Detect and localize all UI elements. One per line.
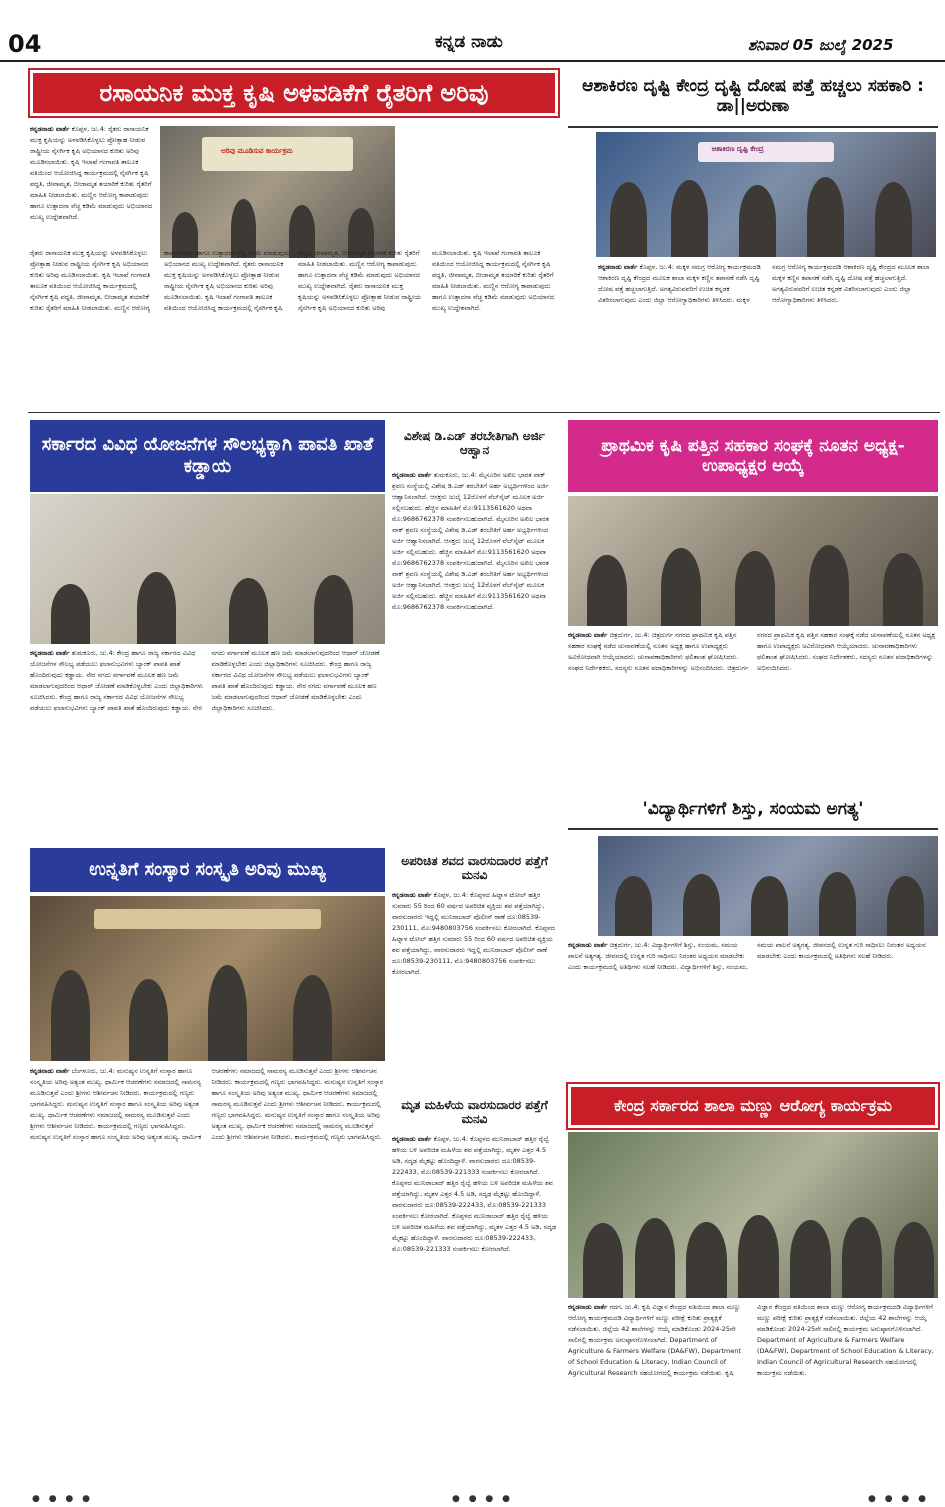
headline-school-soil-health: ಕೇಂದ್ರ ಸರ್ಕಾರದ ಶಾಲಾ ಮಣ್ಣು ಆರೋಗ್ಯ ಕಾರ್ಯಕ್ರಮ	[568, 1084, 938, 1128]
issue-date: ಶನಿವಾರ 05 ಜುಲೈ 2025	[748, 36, 894, 54]
article-student-discipline-body: ಕನ್ನಡನಾಡು ವಾರ್ತೆ ಚಿತ್ರದುರ್ಗ, ಜು.4: ವಿದ್ಯಾರ್ಥಿಗಳಿಗೆ ಶಿಸ್ತು, ಸಂಯಮ, ಸಮಯ ಪಾಲನೆ ಅತ್ಯಗತ್ಯ. ಜೀವನದಲ್ಲಿ ಉನ್ನತ ಗುರಿ ಸಾಧಿಸಲು ನಿರಂತರ ಅಧ್ಯಯನ ಮಾಡಬೇಕು ಎಂದು ಕಾರ್ಯಕ್ರಮದಲ್ಲಿ ಅತಿಥಿಗಳು ಸಲಹೆ ನೀಡಿದರು. ವಿದ್ಯಾರ್ಥಿಗಳಿಗೆ ಶಿಸ್ತು, ಸಂಯಮ, ಸಮಯ ಪಾಲನೆ ಅತ್ಯಗತ್ಯ. ಜೀವನದಲ್ಲಿ ಉನ್ನತ ಗುರಿ ಸಾಧಿಸಲು ನಿರಂತರ ಅಧ್ಯಯನ ಮಾಡಬೇಕು ಎಂದು ಕಾರ್ಯಕ್ರಮದಲ್ಲಿ ಅತಿಥಿಗಳು ಸಲಹೆ ನೀಡಿದರು.	[568, 941, 926, 971]
page-number: 04	[8, 30, 42, 58]
discipline-event-photo	[598, 836, 938, 936]
article-ashakirana-body: ಕನ್ನಡನಾಡು ವಾರ್ತೆ ಕೊಪ್ಪಳ, ಜು.4: ಮಕ್ಕಳ ಸಮಗ್ರ ಆರೋಗ್ಯ ಕಾರ್ಯಕ್ರಮದಡಿ ಆಶಾಕಿರಣ ದೃಷ್ಟಿ ಕೇಂದ್ರದ ಮೂಲಕ ಶಾಲಾ ಮಕ್ಕಳ ಕಣ್ಣಿನ ತಪಾಸಣೆ ನಡೆಸಿ ದೃಷ್ಟಿ ದೋಷ ಪತ್ತೆ ಹಚ್ಚಲಾಗುತ್ತಿದೆ. ಅಗತ್ಯವಿರುವವರಿಗೆ ಉಚಿತ ಕನ್ನಡಕ ವಿತರಿಸಲಾಗುವುದು ಎಂದು ಜಿಲ್ಲಾ ಆರೋಗ್ಯಾಧಿಕಾರಿಗಳು ತಿಳಿಸಿದರು. ಮಕ್ಕಳ ಸಮಗ್ರ ಆರೋಗ್ಯ ಕಾರ್ಯಕ್ರಮದಡಿ ಆಶಾಕಿರಣ ದೃಷ್ಟಿ ಕೇಂದ್ರದ ಮೂಲಕ ಶಾಲಾ ಮಕ್ಕಳ ಕಣ್ಣಿನ ತಪಾಸಣೆ ನಡೆಸಿ ದೃಷ್ಟಿ ದೋಷ ಪತ್ತೆ ಹಚ್ಚಲಾಗುತ್ತಿದೆ. ಅಗತ್ಯವಿರುವವರಿಗೆ ಉಚಿತ ಕನ್ನಡಕ ವಿತರಿಸಲಾಗುವುದು ಎಂದು ಜಿಲ್ಲಾ ಆರೋಗ್ಯಾಧಿಕಾರಿಗಳು ತಿಳಿಸಿದರು.	[598, 263, 930, 304]
headline-unidentified-body: ಅಪರಿಚಿತ ಶವದ ವಾರಸುದಾರರ ಪತ್ತೆಗೆ ಮನವಿ	[401, 853, 548, 882]
culture-event-photo	[30, 896, 385, 1061]
print-marks-right: ● ● ● ●	[868, 1494, 929, 1504]
vision-centre-photo: ಆಶಾಕಿರಣ ದೃಷ್ಟಿ ಕೇಂದ್ರ	[596, 132, 936, 257]
article-chemical-free-farming-body: ರೈತರು ರಾಸಾಯನಿಕ ಮುಕ್ತ ಕೃಷಿಯನ್ನು ಅಳವಡಿಸಿಕೊಳ್ಳಲು ಪ್ರೋತ್ಸಾಹ ನೀಡುವ ರಾಷ್ಟ್ರೀಯ ನೈಸರ್ಗಿಕ ಕೃಷಿ ಅಭಿಯಾನದ ಕುರಿತು ಅರಿವು ಮೂಡಿಸಲಾಯಿತು. ಕೃಷಿ ಇಲಾಖೆ ಗಂಗಾವತಿ ತಾಲೂಕ ವತಿಯಿಂದ ಆಯೋಜಿಸಿದ್ದ ಕಾರ್ಯಕ್ರಮದಲ್ಲಿ ನೈಸರ್ಗಿಕ ಕೃಷಿ ಪದ್ಧತಿ, ಜೀವಾಮೃತ, ಬೀಜಾಮೃತ ತಯಾರಿಕೆ ಕುರಿತು ರೈತರಿಗೆ ಮಾಹಿತಿ ನೀಡಲಾಯಿತು. ಮಣ್ಣಿನ ಆರೋಗ್ಯ ಕಾಪಾಡುವುದು ಹಾಗೂ ಉತ್ಪಾದನಾ ವೆಚ್ಚ ಕಡಿಮೆ ಮಾಡುವುದು ಅಭಿಯಾನದ ಮುಖ್ಯ ಉದ್ದೇಶವಾಗಿದೆ. ರೈತರು ರಾಸಾಯನಿಕ ಮುಕ್ತ ಕೃಷಿಯನ್ನು ಅಳವಡಿಸಿಕೊಳ್ಳಲು ಪ್ರೋತ್ಸಾಹ ನೀಡುವ ರಾಷ್ಟ್ರೀಯ ನೈಸರ್ಗಿಕ ಕೃಷಿ ಅಭಿಯಾನದ ಕುರಿತು ಅರಿವು ಮೂಡಿಸಲಾಯಿತು. ಕೃಷಿ ಇಲಾಖೆ ಗಂಗಾವತಿ ತಾಲೂಕ ವತಿಯಿಂದ ಆಯೋಜಿಸಿದ್ದ ಕಾರ್ಯಕ್ರಮದಲ್ಲಿ ನೈಸರ್ಗಿಕ ಕೃಷಿ ಪದ್ಧತಿ, ಜೀವಾಮೃತ, ಬೀಜಾಮೃತ ತಯಾರಿಕೆ ಕುರಿತು ರೈತರಿಗೆ ಮಾಹಿತಿ ನೀಡಲಾಯಿತು. ಮಣ್ಣಿನ ಆರೋಗ್ಯ ಕಾಪಾಡುವುದು ಹಾಗೂ ಉತ್ಪಾದನಾ ವೆಚ್ಚ ಕಡಿಮೆ ಮಾಡುವುದು ಅಭಿಯಾನದ ಮುಖ್ಯ ಉದ್ದೇಶವಾಗಿದೆ. ರೈತರು ರಾಸಾಯನಿಕ ಮುಕ್ತ ಕೃಷಿಯನ್ನು ಅಳವಡಿಸಿಕೊಳ್ಳಲು ಪ್ರೋತ್ಸಾಹ ನೀಡುವ ರಾಷ್ಟ್ರೀಯ ನೈಸರ್ಗಿಕ ಕೃಷಿ ಅಭಿಯಾನದ ಕುರಿತು ಅರಿವು ಮೂಡಿಸಲಾಯಿತು. ಕೃಷಿ ಇಲಾಖೆ ಗಂಗಾವತಿ ತಾಲೂಕ ವತಿಯಿಂದ ಆಯೋಜಿಸಿದ್ದ ಕಾರ್ಯಕ್ರಮದಲ್ಲಿ ನೈಸರ್ಗಿಕ ಕೃಷಿ ಪದ್ಧತಿ, ಜೀವಾಮೃತ, ಬೀಜಾಮೃತ ತಯಾರಿಕೆ ಕುರಿತು ರೈತರಿಗೆ ಮಾಹಿತಿ ನೀಡಲಾಯಿತು. ಮಣ್ಣಿನ ಆರೋಗ್ಯ ಕಾಪಾಡುವುದು ಹಾಗೂ ಉತ್ಪಾದನಾ ವೆಚ್ಚ ಕಡಿಮೆ ಮಾಡುವುದು ಅಭಿಯಾನದ ಮುಖ್ಯ ಉದ್ದೇಶವಾಗಿದೆ.	[30, 249, 555, 312]
headline-dead-woman: ಮೃತ ಮಹಿಳೆಯ ವಾರಸುದಾರರ ಪತ್ತೆಗೆ ಮನವಿ	[401, 1097, 548, 1126]
newspaper-name: ಕನ್ನಡ ನಾಡು	[435, 32, 503, 52]
article-dead-woman-body: ಕನ್ನಡನಾಡು ವಾರ್ತೆ ಕೊಪ್ಪಳ, ಜು.4: ಕೊಪ್ಪಳದ ಮುನಿರಾಬಾದ್ ಹತ್ತಿರ ರೈಲ್ವೆ ಹಳಿಯ ಬಳಿ ಅಪರಿಚಿತ ಮಹಿಳೆಯ ಶವ ಪತ್ತೆಯಾಗಿದ್ದು, ಮೃತಳ ಎತ್ತರ 4.5 ಅಡಿ, ಸದೃಢ ಮೈಕಟ್ಟು ಹೊಂದಿದ್ದಾಳೆ. ವಾರಸುದಾರರು ದೂ:08539-222433, ಮೊ:08539-221333 ಸಂಪರ್ಕಿಸಲು ಕೋರಲಾಗಿದೆ. ಕೊಪ್ಪಳದ ಮುನಿರಾಬಾದ್ ಹತ್ತಿರ ರೈಲ್ವೆ ಹಳಿಯ ಬಳಿ ಅಪರಿಚಿತ ಮಹಿಳೆಯ ಶವ ಪತ್ತೆಯಾಗಿದ್ದು, ಮೃತಳ ಎತ್ತರ 4.5 ಅಡಿ, ಸದೃಢ ಮೈಕಟ್ಟು ಹೊಂದಿದ್ದಾಳೆ. ವಾರಸುದಾರರು ದೂ:08539-222433, ಮೊ:08539-221333 ಸಂಪರ್ಕಿಸಲು ಕೋರಲಾಗಿದೆ. ಕೊಪ್ಪಳದ ಮುನಿರಾಬಾದ್ ಹತ್ತಿರ ರೈಲ್ವೆ ಹಳಿಯ ಬಳಿ ಅಪರಿಚಿತ ಮಹಿಳೆಯ ಶವ ಪತ್ತೆಯಾಗಿದ್ದು, ಮೃತಳ ಎತ್ತರ 4.5 ಅಡಿ, ಸದೃಢ ಮೈಕಟ್ಟು ಹೊಂದಿದ್ದಾಳೆ. ವಾರಸುದಾರರು ದೂ:08539-222433, ಮೊ:08539-221333 ಸಂಪರ್ಕಿಸಲು ಕೋರಲಾಗಿದೆ.	[392, 1135, 557, 1253]
headline-payment-account-mandatory: ಸರ್ಕಾರದ ವಿವಿಧ ಯೋಜನೆಗಳ ಸೌಲಭ್ಯಕ್ಕಾಗಿ ಪಾವತಿ ಖಾತೆ ಕಡ್ಡಾಯ	[30, 420, 385, 492]
article-school-soil-health-body: ಕನ್ನಡನಾಡು ವಾರ್ತೆ ಗದಗ, ಜು.4: ಕೃಷಿ ವಿಜ್ಞಾನ ಕೇಂದ್ರದ ವತಿಯಿಂದ ಶಾಲಾ ಮಣ್ಣು ಆರೋಗ್ಯ ಕಾರ್ಯಕ್ರಮದಡಿ ವಿದ್ಯಾರ್ಥಿಗಳಿಗೆ ಮಣ್ಣು ಪರೀಕ್ಷೆ ಕುರಿತು ಪ್ರಾತ್ಯಕ್ಷಿಕೆ ನಡೆಸಲಾಯಿತು. ಜಿಲ್ಲೆಯ 42 ಶಾಲೆಗಳನ್ನು ಆಯ್ಕೆ ಮಾಡಿಕೊಂಡು 2024-25ನೇ ಸಾಲಿನಲ್ಲಿ ಕಾರ್ಯಕ್ರಮ ಅನುಷ್ಠಾನಗೊಳಿಸಲಾಗಿದೆ. Department of Agriculture & Farmers Welfare (DA&FW), Department of School Education & Literacy, Indian Council of Agricultural Research ಸಹಯೋಗದಲ್ಲಿ ಕಾರ್ಯಕ್ರಮ ನಡೆಯಿತು. ಕೃಷಿ ವಿಜ್ಞಾನ ಕೇಂದ್ರದ ವತಿಯಿಂದ ಶಾಲಾ ಮಣ್ಣು ಆರೋಗ್ಯ ಕಾರ್ಯಕ್ರಮದಡಿ ವಿದ್ಯಾರ್ಥಿಗಳಿಗೆ ಮಣ್ಣು ಪರೀಕ್ಷೆ ಕುರಿತು ಪ್ರಾತ್ಯಕ್ಷಿಕೆ ನಡೆಸಲಾಯಿತು. ಜಿಲ್ಲೆಯ 42 ಶಾಲೆಗಳನ್ನು ಆಯ್ಕೆ ಮಾಡಿಕೊಂಡು 2024-25ನೇ ಸಾಲಿನಲ್ಲಿ ಕಾರ್ಯಕ್ರಮ ಅನುಷ್ಠಾನಗೊಳಿಸಲಾಗಿದೆ. Department of Agriculture & Farmers Welfare (DA&FW), Department of School Education & Literacy, Indian Council of Agricultural Research ಸಹಯೋಗದಲ್ಲಿ ಕಾರ್ಯಕ್ರಮ ನಡೆಯಿತು.	[568, 1303, 934, 1377]
divider	[28, 412, 940, 413]
headline-chemical-free-farming: ರಸಾಯನಿಕ ಮುಕ್ತ ಕೃಷಿ ಅಳವಡಿಕೆಗೆ ರೈತರಿಗೆ ಅರಿವು	[30, 70, 558, 116]
farming-event-photo: ಅರಿವು ಮೂಡಿಸುವ ಕಾರ್ಯಕ್ರಮ	[160, 126, 395, 258]
headline-cooperative-society-election: ಪ್ರಾಥಮಿಕ ಕೃಷಿ ಪತ್ತಿನ ಸಹಕಾರ ಸಂಘಕ್ಕೆ ನೂತನ ಅಧ್ಯಕ್ಷ-ಉಪಾಧ್ಯಕ್ಷರ ಆಯ್ಕೆ	[568, 420, 938, 492]
article-payment-account-body: ಕನ್ನಡನಾಡು ವಾರ್ತೆ ತುಮಕೂರು, ಜು.4: ಕೇಂದ್ರ ಹಾಗೂ ರಾಜ್ಯ ಸರ್ಕಾರದ ವಿವಿಧ ಯೋಜನೆಗಳ ಸೌಲಭ್ಯ ಪಡೆಯಲು ಫಲಾನುಭವಿಗಳು ಬ್ಯಾಂಕ್ ಪಾವತಿ ಖಾತೆ ಹೊಂದಿರುವುದು ಕಡ್ಡಾಯ. ನೇರ ನಗದು ವರ್ಗಾವಣೆ ಮೂಲಕ ಹಣ ಜಮೆ ಮಾಡಲಾಗುವುದರಿಂದ ಆಧಾರ್ ಜೋಡಣೆ ಮಾಡಿಕೊಳ್ಳಬೇಕು ಎಂದು ಜಿಲ್ಲಾಧಿಕಾರಿಗಳು ಸೂಚಿಸಿದರು. ಕೇಂದ್ರ ಹಾಗೂ ರಾಜ್ಯ ಸರ್ಕಾರದ ವಿವಿಧ ಯೋಜನೆಗಳ ಸೌಲಭ್ಯ ಪಡೆಯಲು ಫಲಾನುಭವಿಗಳು ಬ್ಯಾಂಕ್ ಪಾವತಿ ಖಾತೆ ಹೊಂದಿರುವುದು ಕಡ್ಡಾಯ. ನೇರ ನಗದು ವರ್ಗಾವಣೆ ಮೂಲಕ ಹಣ ಜಮೆ ಮಾಡಲಾಗುವುದರಿಂದ ಆಧಾರ್ ಜೋಡಣೆ ಮಾಡಿಕೊಳ್ಳಬೇಕು ಎಂದು ಜಿಲ್ಲಾಧಿಕಾರಿಗಳು ಸೂಚಿಸಿದರು. ಕೇಂದ್ರ ಹಾಗೂ ರಾಜ್ಯ ಸರ್ಕಾರದ ವಿವಿಧ ಯೋಜನೆಗಳ ಸೌಲಭ್ಯ ಪಡೆಯಲು ಫಲಾನುಭವಿಗಳು ಬ್ಯಾಂಕ್ ಪಾವತಿ ಖಾತೆ ಹೊಂದಿರುವುದು ಕಡ್ಡಾಯ. ನೇರ ನಗದು ವರ್ಗಾವಣೆ ಮೂಲಕ ಹಣ ಜಮೆ ಮಾಡಲಾಗುವುದರಿಂದ ಆಧಾರ್ ಜೋಡಣೆ ಮಾಡಿಕೊಳ್ಳಬೇಕು ಎಂದು ಜಿಲ್ಲಾಧಿಕಾರಿಗಳು ಸೂಚಿಸಿದರು.	[30, 649, 380, 712]
headline-ashakirana-vision-centre: ಆಶಾಕಿರಣ ದೃಷ್ಟಿ ಕೇಂದ್ರ ದೃಷ್ಟಿ ದೋಷ ಪತ್ತೆ ಹಚ್ಚಲು ಸಹಕಾರಿ : ಡಾ||ಅರುಣಾ	[568, 66, 938, 128]
print-marks-left: ● ● ● ●	[32, 1494, 93, 1504]
cooperative-society-photo	[568, 496, 938, 626]
article-unidentified-body: ಕನ್ನಡನಾಡು ವಾರ್ತೆ ಕೊಪ್ಪಳ, ಜು.4: ಕೊಪ್ಪಳದ ಹಿಟ್ನಾಳ ಟೋಲ್ ಹತ್ತಿರ ಸುಮಾರು 55 ರಿಂದ 60 ವರ್ಷದ ಅಪರಿಚಿತ ವ್ಯಕ್ತಿಯ ಶವ ಪತ್ತೆಯಾಗಿದ್ದು, ವಾರಸುದಾರರು ಇದ್ದಲ್ಲಿ ಮುನಿರಾಬಾದ್ ಪೊಲೀಸ್ ಠಾಣೆ ದೂ:08539-230111, ಮೊ:9480803756 ಸಂಪರ್ಕಿಸಲು ಕೋರಲಾಗಿದೆ. ಕೊಪ್ಪಳದ ಹಿಟ್ನಾಳ ಟೋಲ್ ಹತ್ತಿರ ಸುಮಾರು 55 ರಿಂದ 60 ವರ್ಷದ ಅಪರಿಚಿತ ವ್ಯಕ್ತಿಯ ಶವ ಪತ್ತೆಯಾಗಿದ್ದು, ವಾರಸುದಾರರು ಇದ್ದಲ್ಲಿ ಮುನಿರಾಬಾದ್ ಪೊಲೀಸ್ ಠಾಣೆ ದೂ:08539-230111, ಮೊ:9480803756 ಸಂಪರ್ಕಿಸಲು ಕೋರಲಾಗಿದೆ.	[392, 891, 555, 976]
article-cooperative-society-body: ಕನ್ನಡನಾಡು ವಾರ್ತೆ ಚಿತ್ರದುರ್ಗ, ಜು.4: ಚಿತ್ರದುರ್ಗ ನಗರದ ಪ್ರಾಥಮಿಕ ಕೃಷಿ ಪತ್ತಿನ ಸಹಕಾರ ಸಂಘಕ್ಕೆ ನಡೆದ ಚುನಾವಣೆಯಲ್ಲಿ ನೂತನ ಅಧ್ಯಕ್ಷ ಹಾಗೂ ಉಪಾಧ್ಯಕ್ಷರು ಅವಿರೋಧವಾಗಿ ಆಯ್ಕೆಯಾದರು. ಚುನಾವಣಾಧಿಕಾರಿಗಳು ಫಲಿತಾಂಶ ಘೋಷಿಸಿದರು. ಸಂಘದ ನಿರ್ದೇಶಕರು, ಸದಸ್ಯರು ನೂತನ ಪದಾಧಿಕಾರಿಗಳನ್ನು ಅಭಿನಂದಿಸಿದರು. ಚಿತ್ರದುರ್ಗ ನಗರದ ಪ್ರಾಥಮಿಕ ಕೃಷಿ ಪತ್ತಿನ ಸಹಕಾರ ಸಂಘಕ್ಕೆ ನಡೆದ ಚುನಾವಣೆಯಲ್ಲಿ ನೂತನ ಅಧ್ಯಕ್ಷ ಹಾಗೂ ಉಪಾಧ್ಯಕ್ಷರು ಅವಿರೋಧವಾಗಿ ಆಯ್ಕೆಯಾದರು. ಚುನಾವಣಾಧಿಕಾರಿಗಳು ಫಲಿತಾಂಶ ಘೋಷಿಸಿದರು. ಸಂಘದ ನಿರ್ದೇಶಕರು, ಸದಸ್ಯರು ನೂತನ ಪದಾಧಿಕಾರಿಗಳನ್ನು ಅಭಿನಂದಿಸಿದರು.	[568, 631, 936, 672]
soil-health-photo	[568, 1132, 938, 1298]
headline-culture-importance: ಉನ್ನತಿಗೆ ಸಂಸ್ಕಾರ ಸಂಸ್ಕೃತಿ ಅರಿವು ಮುಖ್ಯ	[30, 848, 385, 892]
article-ded-body: ಕನ್ನಡನಾಡು ವಾರ್ತೆ ತುಮಕೂರು, ಜು.4: ಮೈಸೂರಿನ ಅಖಿಲ ಭಾರತ ವಾಕ್ ಶ್ರವಣ ಸಂಸ್ಥೆಯಲ್ಲಿ ವಿಶೇಷ ಡಿ.ಎಡ್ ತರಬೇತಿಗೆ ಅರ್ಹ ಅಭ್ಯರ್ಥಿಗಳಿಂದ ಅರ್ಜಿ ಆಹ್ವಾನಿಸಲಾಗಿದೆ. ಆಸಕ್ತರು ಜುಲೈ 12ರೊಳಗೆ ವೆಬ್‌ಸೈಟ್ ಮೂಲಕ ಅರ್ಜಿ ಸಲ್ಲಿಸಬಹುದು. ಹೆಚ್ಚಿನ ಮಾಹಿತಿಗೆ ಮೊ:9113561620 ಅಥವಾ ಮೊ:9686762378 ಸಂಪರ್ಕಿಸಬಹುದಾಗಿದೆ. ಮೈಸೂರಿನ ಅಖಿಲ ಭಾರತ ವಾಕ್ ಶ್ರವಣ ಸಂಸ್ಥೆಯಲ್ಲಿ ವಿಶೇಷ ಡಿ.ಎಡ್ ತರಬೇತಿಗೆ ಅರ್ಹ ಅಭ್ಯರ್ಥಿಗಳಿಂದ ಅರ್ಜಿ ಆಹ್ವಾನಿಸಲಾಗಿದೆ. ಆಸಕ್ತರು ಜುಲೈ 12ರೊಳಗೆ ವೆಬ್‌ಸೈಟ್ ಮೂಲಕ ಅರ್ಜಿ ಸಲ್ಲಿಸಬಹುದು. ಹೆಚ್ಚಿನ ಮಾಹಿತಿಗೆ ಮೊ:9113561620 ಅಥವಾ ಮೊ:9686762378 ಸಂಪರ್ಕಿಸಬಹುದಾಗಿದೆ. ಮೈಸೂರಿನ ಅಖಿಲ ಭಾರತ ವಾಕ್ ಶ್ರವಣ ಸಂಸ್ಥೆಯಲ್ಲಿ ವಿಶೇಷ ಡಿ.ಎಡ್ ತರಬೇತಿಗೆ ಅರ್ಹ ಅಭ್ಯರ್ಥಿಗಳಿಂದ ಅರ್ಜಿ ಆಹ್ವಾನಿಸಲಾಗಿದೆ. ಆಸಕ್ತರು ಜುಲೈ 12ರೊಳಗೆ ವೆಬ್‌ಸೈಟ್ ಮೂಲಕ ಅರ್ಜಿ ಸಲ್ಲಿಸಬಹುದು. ಹೆಚ್ಚಿನ ಮಾಹಿತಿಗೆ ಮೊ:9113561620 ಅಥವಾ ಮೊ:9686762378 ಸಂಪರ್ಕಿಸಬಹುದಾಗಿದೆ.	[392, 471, 549, 611]
article-chemical-free-farming-intro: ಕನ್ನಡನಾಡು ವಾರ್ತೆ ಕೊಪ್ಪಳ, ಜು.4: ರೈತರು ರಾಸಾಯನಿಕ ಮುಕ್ತ ಕೃಷಿಯನ್ನು ಅಳವಡಿಸಿಕೊಳ್ಳಲು ಪ್ರೋತ್ಸಾಹ ನೀಡುವ ರಾಷ್ಟ್ರೀಯ ನೈಸರ್ಗಿಕ ಕೃಷಿ ಅಭಿಯಾನದ ಕುರಿತು ಅರಿವು ಮೂಡಿಸಲಾಯಿತು. ಕೃಷಿ ಇಲಾಖೆ ಗಂಗಾವತಿ ತಾಲೂಕ ವತಿಯಿಂದ ಆಯೋಜಿಸಿದ್ದ ಕಾರ್ಯಕ್ರಮದಲ್ಲಿ ನೈಸರ್ಗಿಕ ಕೃಷಿ ಪದ್ಧತಿ, ಜೀವಾಮೃತ, ಬೀಜಾಮೃತ ತಯಾರಿಕೆ ಕುರಿತು ರೈತರಿಗೆ ಮಾಹಿತಿ ನೀಡಲಾಯಿತು. ಮಣ್ಣಿನ ಆರೋಗ್ಯ ಕಾಪಾಡುವುದು ಹಾಗೂ ಉತ್ಪಾದನಾ ವೆಚ್ಚ ಕಡಿಮೆ ಮಾಡುವುದು ಅಭಿಯಾನದ ಮುಖ್ಯ ಉದ್ದೇಶವಾಗಿದೆ.	[30, 125, 153, 221]
headline-student-discipline: 'ವಿದ್ಯಾರ್ಥಿಗಳಿಗೆ ಶಿಸ್ತು, ಸಂಯಮ ಅಗತ್ಯ'	[568, 790, 938, 830]
headline-ded-application: ವಿಶೇಷ ಡಿ.ಎಡ್ ತರಬೇತಿಗಾಗಿ ಅರ್ಜಿ ಆಹ್ವಾನ	[404, 428, 545, 457]
print-marks-center: ● ● ● ●	[452, 1494, 513, 1504]
article-culture-body: ಕನ್ನಡನಾಡು ವಾರ್ತೆ ಬೆಂಗಳೂರು, ಜು.4: ಮನುಷ್ಯನ ಉನ್ನತಿಗೆ ಸಂಸ್ಕಾರ ಹಾಗೂ ಸಂಸ್ಕೃತಿಯ ಅರಿವು ಅತ್ಯಂತ ಮುಖ್ಯ. ಧಾರ್ಮಿಕ ಆಚರಣೆಗಳು ಸಮಾಜದಲ್ಲಿ ಸಾಮರಸ್ಯ ಮೂಡಿಸುತ್ತವೆ ಎಂದು ಶ್ರೀಗಳು ಆಶೀರ್ವಚನ ನೀಡಿದರು. ಕಾರ್ಯಕ್ರಮದಲ್ಲಿ ಗಣ್ಯರು ಭಾಗವಹಿಸಿದ್ದರು. ಮನುಷ್ಯನ ಉನ್ನತಿಗೆ ಸಂಸ್ಕಾರ ಹಾಗೂ ಸಂಸ್ಕೃತಿಯ ಅರಿವು ಅತ್ಯಂತ ಮುಖ್ಯ. ಧಾರ್ಮಿಕ ಆಚರಣೆಗಳು ಸಮಾಜದಲ್ಲಿ ಸಾಮರಸ್ಯ ಮೂಡಿಸುತ್ತವೆ ಎಂದು ಶ್ರೀಗಳು ಆಶೀರ್ವಚನ ನೀಡಿದರು. ಕಾರ್ಯಕ್ರಮದಲ್ಲಿ ಗಣ್ಯರು ಭಾಗವಹಿಸಿದ್ದರು. ಮನುಷ್ಯನ ಉನ್ನತಿಗೆ ಸಂಸ್ಕಾರ ಹಾಗೂ ಸಂಸ್ಕೃತಿಯ ಅರಿವು ಅತ್ಯಂತ ಮುಖ್ಯ. ಧಾರ್ಮಿಕ ಆಚರಣೆಗಳು ಸಮಾಜದಲ್ಲಿ ಸಾಮರಸ್ಯ ಮೂಡಿಸುತ್ತವೆ ಎಂದು ಶ್ರೀಗಳು ಆಶೀರ್ವಚನ ನೀಡಿದರು. ಕಾರ್ಯಕ್ರಮದಲ್ಲಿ ಗಣ್ಯರು ಭಾಗವಹಿಸಿದ್ದರು. ಮನುಷ್ಯನ ಉನ್ನತಿಗೆ ಸಂಸ್ಕಾರ ಹಾಗೂ ಸಂಸ್ಕೃತಿಯ ಅರಿವು ಅತ್ಯಂತ ಮುಖ್ಯ. ಧಾರ್ಮಿಕ ಆಚರಣೆಗಳು ಸಮಾಜದಲ್ಲಿ ಸಾಮರಸ್ಯ ಮೂಡಿಸುತ್ತವೆ ಎಂದು ಶ್ರೀಗಳು ಆಶೀರ್ವಚನ ನೀಡಿದರು. ಕಾರ್ಯಕ್ರಮದಲ್ಲಿ ಗಣ್ಯರು ಭಾಗವಹಿಸಿದ್ದರು. ಮನುಷ್ಯನ ಉನ್ನತಿಗೆ ಸಂಸ್ಕಾರ ಹಾಗೂ ಸಂಸ್ಕೃತಿಯ ಅರಿವು ಅತ್ಯಂತ ಮುಖ್ಯ. ಧಾರ್ಮಿಕ ಆಚರಣೆಗಳು ಸಮಾಜದಲ್ಲಿ ಸಾಮರಸ್ಯ ಮೂಡಿಸುತ್ತವೆ ಎಂದು ಶ್ರೀಗಳು ಆಶೀರ್ವಚನ ನೀಡಿದರು. ಕಾರ್ಯಕ್ರಮದಲ್ಲಿ ಗಣ್ಯರು ಭಾಗವಹಿಸಿದ್ದರು.	[30, 1067, 384, 1141]
meeting-photo	[30, 494, 385, 644]
